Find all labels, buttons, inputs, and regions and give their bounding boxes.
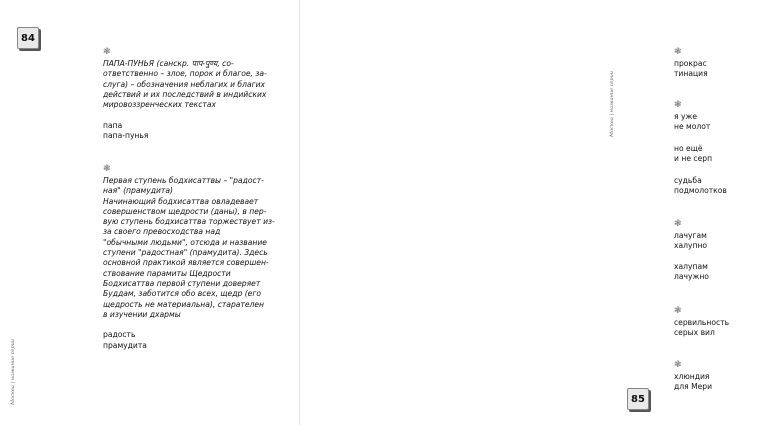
definition-line: совершенством щедрости (даны), в пер-: [103, 206, 267, 216]
flower-ornament-icon: ❃: [674, 47, 682, 57]
stanza: [674, 100, 769, 133]
flower-ornament-icon: ❃: [674, 360, 682, 370]
page-number-left: 84: [17, 27, 39, 49]
definition-line: основной практикой является совершен-: [103, 258, 269, 268]
poem-line: папа-пунья: [103, 131, 149, 141]
definition-line: ступени "радостная" (прамудита). Здесь: [103, 248, 268, 258]
definition-line: ПАПА-ПУНЬЯ (санскр. पाप-पुण्य, со-: [103, 59, 234, 68]
definition-line: ответственно – злое, порок и благое, за-: [103, 69, 267, 79]
definition-title-line: Первая ступень бодхисаттвы – "радост-: [103, 176, 264, 185]
poem-line: не молот: [674, 122, 711, 132]
poem-line: и не серп: [674, 154, 713, 164]
flower-ornament-icon: ❃: [103, 164, 111, 174]
flower-ornament-icon: ❃: [103, 47, 111, 57]
flower-ornament-icon: ❃: [674, 100, 682, 110]
entry-papa-punya: [103, 47, 279, 141]
definition-line: щедрость не материальна), старателен: [103, 299, 265, 309]
poem-line: прамудита: [103, 340, 147, 350]
stanza: [674, 176, 769, 197]
poem-line: но ещё: [674, 144, 703, 153]
left-page: [0, 0, 300, 425]
stanza: [674, 306, 769, 339]
poem-line: лачугам: [674, 231, 707, 240]
stanza: [674, 144, 769, 165]
poem-line: папа: [103, 120, 123, 130]
stanza: [674, 360, 769, 393]
poem-line: тинация: [674, 69, 708, 79]
definition-line: мировоззренческих текстах: [103, 100, 216, 110]
definition-line: в изучении дхармы: [103, 309, 181, 319]
definition-line: Бодхисаттва первой ступени доверяет: [103, 278, 261, 288]
poem-line: серых вил: [674, 328, 715, 338]
poem-line: радость: [103, 330, 136, 340]
poem-line: подмолотков: [674, 186, 727, 196]
poem-line: халупно: [674, 241, 708, 251]
definition-line: "обычными людьми", отсюда и название: [103, 237, 267, 247]
entry-pramudita: [103, 164, 279, 351]
side-series-label-right: Москва | название серии: [609, 70, 615, 137]
stanza: [674, 219, 769, 252]
definition-title-line: ная" (прамудита): [103, 186, 173, 196]
poem-line: для Мери: [674, 382, 713, 392]
stanza: [674, 47, 769, 80]
definition-line: Начинающий бодхисаттва овладевает: [103, 196, 259, 206]
poem-line: халупам: [674, 262, 708, 271]
poem-line: лачужно: [674, 272, 709, 282]
definition-line: за своего превосходства над: [103, 227, 221, 237]
poem-line: прокрас: [674, 59, 707, 68]
stanza: [674, 262, 769, 283]
flower-ornament-icon: ❃: [674, 306, 682, 316]
definition-line: ствование парамиты Щедрости: [103, 268, 231, 278]
definition-line: Буддам, заботится обо всех, щедр (его: [103, 289, 261, 299]
definition-line: слуга) – обозначения неблагих и благих: [103, 79, 266, 89]
page-number-right: 85: [627, 388, 649, 410]
poem-line: судьба: [674, 176, 702, 185]
definition-line: вую ступень бодхисаттва торжествует из-: [103, 217, 275, 227]
right-page: [300, 0, 730, 425]
side-series-label-left: Москва | название серии: [10, 338, 16, 405]
entry-definition: [103, 59, 279, 110]
entry-poem: [103, 121, 279, 142]
poem-line: хлюндия: [674, 372, 710, 381]
entry-definition: [103, 176, 279, 320]
entry-poem: [103, 330, 279, 351]
poem-line: я уже: [674, 112, 697, 121]
flower-ornament-icon: ❃: [674, 219, 682, 229]
poem-line: сервильность: [674, 318, 730, 327]
definition-line: действий и их последствий в индийских: [103, 89, 267, 99]
